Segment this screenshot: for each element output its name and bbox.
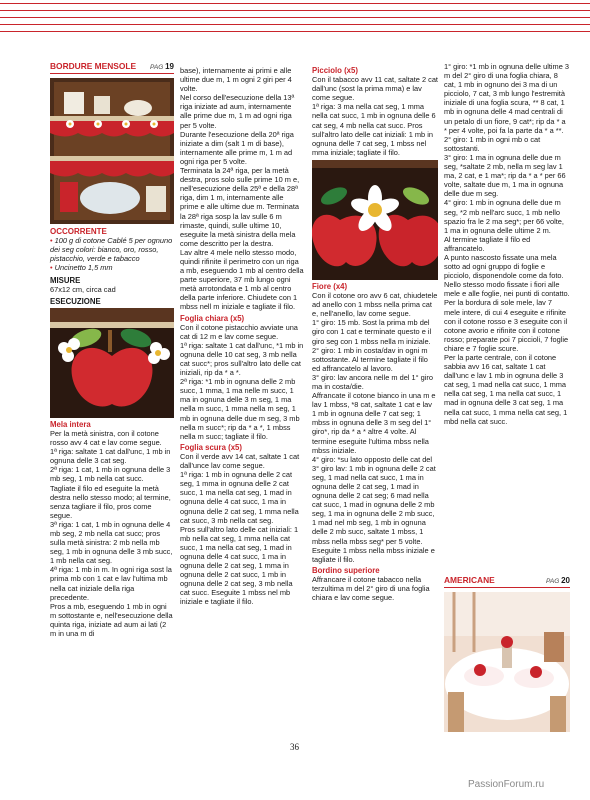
column-4: [444, 62, 570, 426]
apple-detail-photo: [50, 308, 174, 418]
column-3: [312, 62, 438, 602]
paragraph: 1ª riga: saltate 1 cat dall'unc, *1 mb in ognuna delle 10 cat seg, 3 mb nella cat succ*; pros sull'altro lato delle cat iniziali, rip da * a *.: [180, 340, 304, 378]
paragraph: 3° giro: 1 ma in ognuna delle due m seg, *saltate 2 mb, nella m seg lav 1 ma, 2 cat, e 1 ma*; rip da * a * per 66 volte, saltate due m, 1 ma in ognuna delle due m seg.: [444, 152, 566, 199]
esecuzione-title: ESECUZIONE: [50, 296, 101, 306]
paragraph: 4° giro: 1 mb in ognuna delle due m seg, *2 mb nell'arc succ, 1 mb nello spazio fra le 2 ma seg*; per 66 volte, 1 ma in ognuna delle ultime 2 m.: [444, 198, 564, 235]
paragraph: Pros sull'altro lato delle cat iniziali: 1 mb nella cat seg, 1 mma nella cat succ, 1 ma nella cat seg, 1 mad in ognuna delle 4 cat succ, 1 ma in ognuna delle 2 cat seg, 1 mma in ognuna delle 2 cat succ, 1 mb in ognuna delle 2 cat seg, 3 mb nella cat succ. Eseguite 1 mbss nel mb iniziale e tagliate il filo.: [180, 524, 299, 607]
foglia-chiara-title: Foglia chiara (x5): [180, 313, 245, 323]
section-heading: BORDURE MENSOLE: [50, 61, 137, 71]
section-heading: AMERICANE: [444, 575, 495, 585]
paragraph: Lav altre 4 mele nello stesso modo, quindi rifinite il perimetro con un riga a mb, eseguendo 1 mb al centro della parte superiore, 37 mb lungo ogni metà arrotondata e 1 mb al centro della parte inferiore. Chiudete con 1 mbss nell m iniziale e tagliate il filo.: [180, 247, 304, 312]
page-number: 36: [290, 742, 299, 752]
paragraph: 2ª riga: 1 cat, 1 mb in ognuna delle 3 mb seg, 1 mb nella cat succ.: [50, 465, 171, 484]
paragraph: 1ª riga: 1 mb in ognuna delle 2 cat seg, 1 mma in ognuna delle 2 cat succ, 1 ma nella cat seg, 1 mad in ognuna delle 4 cat succ, 1 ma in ognuna delle 2 cat seg, 1 mma nella cat succ, 3 mb nella cat seg.: [180, 470, 299, 525]
paragraph: 4ª riga: 1 mb in m. In ogni riga sost la prima mb con 1 cat e lav l'ultima mb nella cat iniziale della riga precedente.: [50, 565, 172, 602]
paragraph: Con il cotone oro avv 6 cat, chiudetele ad anello con 1 mbss nella prima cat e, nell'anello, lav come segue.: [312, 291, 438, 319]
paragraph: Tagliate il filo ed eseguite la metà destra nello stesso modo; al termine, senza tagliare il filo, pros come segue.: [50, 483, 171, 520]
mela-title: Mela intera: [50, 419, 91, 429]
paragraph: 1ª riga: 3 ma nella cat seg, 1 mma nella cat succ, 1 mb in ognuna delle 6 cat seg, 4 mb nella cat succ. Pros sull'altro lato delle cat iniziali: 1 mb in ognuna delle 7 cat seg, 1 mbss nel mma iniziale; tagliate il filo.: [312, 102, 436, 157]
shelf-photo: [50, 78, 174, 224]
occorrente-title: OCCORRENTE: [50, 227, 107, 237]
paragraph: Durante l'esecuzione della 20ª riga iniziate a dim (salt 1 m di base), internamente alle prime m, 1 m ad ogni riga per 5 volte.: [180, 129, 294, 166]
paragraph: Affrancate il cotone bianco in una m e lav 1 mbss, *8 cat, saltate 1 cat e lav 1 mb in ognuna delle 7 cat seg; 1 mbss in ognuna delle 3 m seg del 1° giro*, rip da * a * altre 4 volte. Al termine eseguite l'ultima mbss nella mbss iniziale.: [312, 391, 436, 455]
misure-value: 67x12 cm, circa cad: [50, 284, 116, 294]
page-reference: PAG 19: [150, 62, 174, 71]
occorrente-item: • 100 g di cotone Cablé 5 per ognuno dei seg colori: bianco, oro, rosso, pistacchio, verde e tabacco: [50, 236, 173, 264]
watermark: PassionForum.ru: [468, 779, 545, 790]
paragraph: Affrancare il cotone tabacco nella terzultima m del 2° giro di una foglia chiara e lav come segue.: [312, 574, 430, 603]
paragraph: Con il tabacco avv 11 cat, saltate 2 cat dall'unc (sost la prima mma) e lav come segue.: [312, 75, 438, 103]
americane-section: [444, 576, 570, 732]
fiore-title: Fiore (x4): [312, 281, 348, 291]
column-2: [180, 66, 304, 607]
paragraph: Nel corso dell'esecuzione della 13ª riga iniziate ad aum, internamente alle prime due m, 1 m ad ogni riga per 5 volte.: [180, 93, 295, 130]
paragraph: 2° giro: 1 mb in costa/dav in ogni m sottostante. Al termine tagliate il filo ed affrancatelo al lavoro.: [312, 345, 428, 373]
header-stripes: [0, 0, 590, 48]
paragraph: Per la parte centrale, con il cotone sabbia avv 16 cat, saltate 1 cat dall'unc e lav 1 mb in ognuna delle 3 cat seg, 1 mad nella cat succ, 1 mma nella cat seg, 1 ma nella cat succ, 1 mad in ognuna delle 3 cat seg, 1 ma nella cat succ, 1 mma nella cat seg, 1 mbd nella cat succ.: [444, 353, 568, 426]
occorrente-item: • Uncinetto 1,5 mm: [50, 263, 113, 273]
section-title-bordure: [50, 62, 174, 74]
paragraph: A punto nascosto fissate una mela sotto ad ogni gruppo di foglie e picciolo, disponendole come da foto. Nello stesso modo fissate i fiori alle mele e alle foglie, nei punti di contatto.: [444, 252, 570, 299]
paragraph: 3ª riga: 1 cat, 1 mb in ognuna delle 4 mb seg, 2 mb nella cat succ; pros sulla metà sinistra: 2 mb nella mb seg, 1 mb in ognuna delle 3 mb succ, 1 mb nella cat seg.: [50, 519, 173, 566]
table-setting-photo: [444, 592, 570, 732]
paragraph: 3° giro: lav ancora nelle m del 1° giro ma in costa/die.: [312, 372, 433, 391]
foglia-scura-title: Foglia scura (x5): [180, 442, 242, 452]
page-reference: PAG 20: [546, 576, 570, 585]
paragraph: 2ª riga: *1 mb in ognuna delle 2 mb succ, 1 mma, 1 ma nelle m succ, 1 ma in ognuna delle 3 m seg, 1 ma nella m succ, 1 mma nella m seg, 1 mb in ognuna delle due m seg, 3 mb nella m succ*; rip da * a *, 1 mbss nella m succ; tagliate il filo.: [180, 377, 300, 441]
paragraph: 2° giro: 1 mb in ogni mb o cat sottostanti.: [444, 134, 541, 153]
paragraph: Con il cotone pistacchio avviate una cat di 12 m e lav come segue.: [180, 322, 298, 341]
paragraph: Terminata la 24ª riga, per la metà destra, pros solo sulle prime 10 m e, nell'esecuzione della 25ª e della 28ª riga, dim 1 m, internamente alle prime e alle ultime due m. Terminata la 28ª riga sosp la lav sulle 6 m rimaste, quindi, sulle ultime 10, eseguite la metà sinistra della mela come descritto per la destra.: [180, 166, 300, 248]
paragraph: Per la bordura di sole mele, lav 7 mele intere, di cui 4 eseguite e rifinite con il cotone rosso e 3 eseguite con il cotone avorio e rifinite con il cotone rosso; preparate poi 7 piccioli, 7 foglie chiare e 7 foglie scure.: [444, 298, 569, 353]
paragraph: 1ª riga: saltate 1 cat dall'unc, 1 mb in ognuna delle 3 cat seg.: [50, 447, 171, 466]
paragraph: Con il verde avv 14 cat, saltate 1 cat dall'unce lav come segue.: [180, 451, 300, 471]
section-title-americane: [444, 576, 570, 588]
column-1: [50, 62, 174, 638]
picciolo-title: Picciolo (x5): [312, 66, 358, 75]
paragraph: Pros a mb, eseguendo 1 mb in ogni m sottostante e, nell'esecuzione della quinta riga, iniziate ad aum ai lati (2 m in una m di: [50, 601, 173, 638]
paragraph: 4° giro: *su lato opposto delle cat del 3° giro lav: 1 mb in ognuna delle 2 cat seg, 1 mad nella cat succ, 1 ma in ognuna delle 2 cat seg, 1 mad in ognuna delle 2 cat seg; 6 mad nella cat succ, 1 mad in ognuna delle 2 mb seg, 1 ma in ognuna delle 2 mb succ, 1 mad nel mb seg, 1 mb in ognuna delle 2 mb succ, saltate 1 mbss, 1 mbss nella mbss seg* per 5 volte. Eseguite 1 mbss nella mbss iniziale e tagliate il filo.: [312, 454, 436, 564]
paragraph: 1° giro: 15 mb. Sost la prima mb del giro con 1 cat e terminate questo e il giro seg con 1 mbss nella m iniziale.: [312, 318, 432, 346]
bordino-title: Bordino superiore: [312, 565, 380, 575]
paragraph: Per la metà sinistra, con il cotone rosso avv 4 cat e lav come segue.: [50, 428, 162, 448]
paragraph: Al termine tagliate il filo ed affrancatelo.: [444, 234, 531, 253]
paragraph: base), internamente ai primi e alle ultime due m, 1 m ogni 2 giri per 4 volte.: [180, 66, 292, 94]
misure-title: MISURE: [50, 275, 81, 285]
paragraph: 1° giro: *1 mb in ognuna delle ultime 3 m del 2° giro di una foglia chiara, 8 cat, 1 mb in ognuno dei 3 ma di un picciolo, 7 cat, 3 mb lungo l'estremità iniziale di una foglia scura, ** 8 cat, 1 mb in ognuna delle 4 mad centrali di un petalo di un fiore, 9 cat*; rip da * a * per 4 volte, poi fa la parte da * a **.: [444, 62, 569, 135]
flower-apple-photo: [312, 160, 438, 280]
